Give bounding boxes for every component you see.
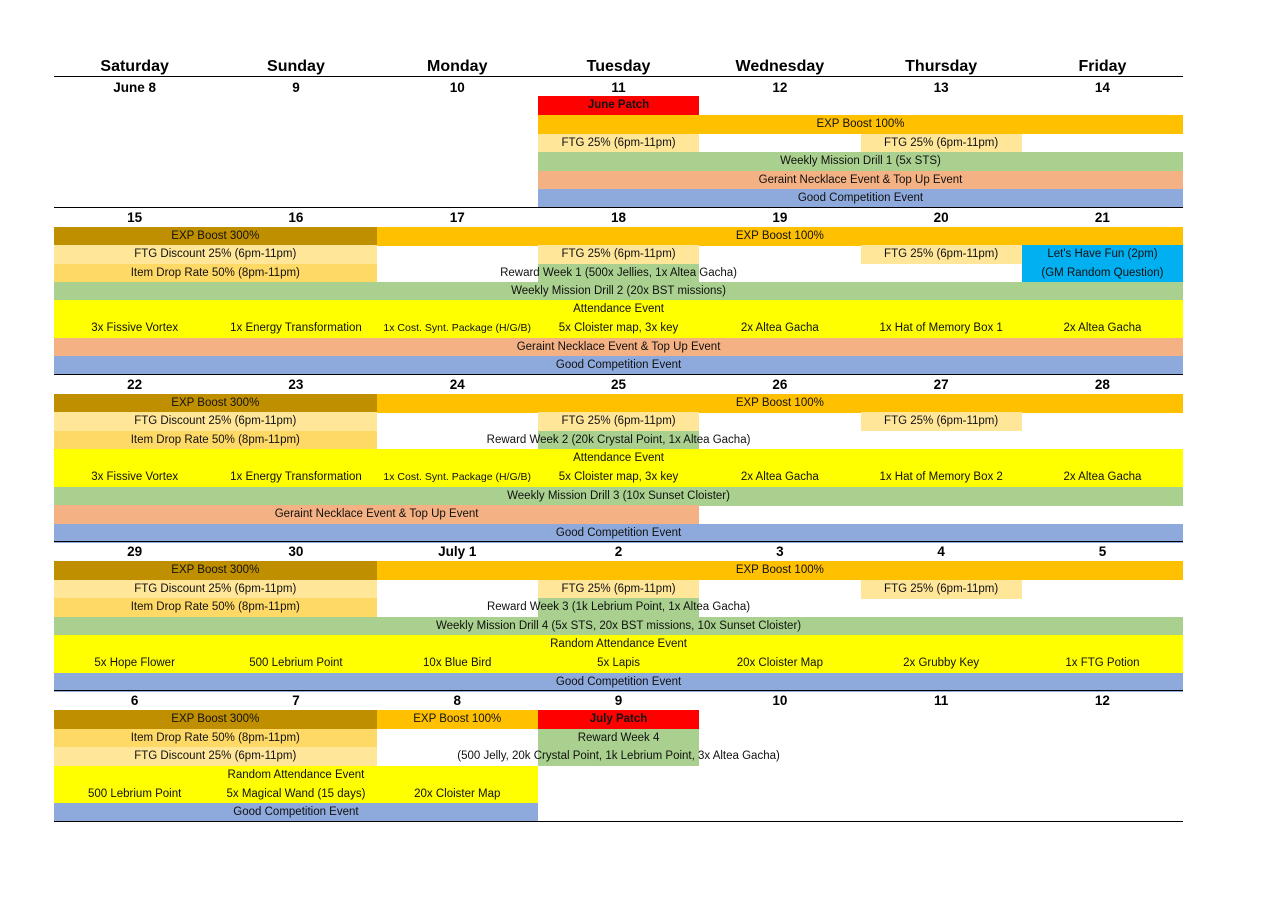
event-bar: Weekly Mission Drill 3 (10x Sunset Cloister): [54, 487, 1183, 506]
date-cell: 6: [130, 693, 139, 708]
event-bar: 500 Lebrium Point: [87, 788, 182, 800]
date-cell: 9: [614, 693, 623, 708]
event-bar: Good Competition Event: [54, 356, 1183, 375]
week-divider: [54, 207, 1183, 208]
patch-bar: July Patch: [538, 710, 699, 729]
event-text: Reward Week 2 (20k Crystal Point, 1x Altea Gacha): [486, 434, 751, 446]
event-bar: 5x Cloister map, 3x key: [558, 471, 679, 483]
date-cell: 18: [611, 210, 627, 225]
date-cell: 26: [772, 377, 788, 392]
event-bar: 5x Hope Flower: [94, 657, 175, 669]
event-bar: Let's Have Fun (2pm): [1022, 245, 1183, 264]
day-header-tuesday: Tuesday: [586, 58, 651, 75]
event-bar: Good Competition Event: [54, 803, 538, 822]
event-bar: 2x Altea Gacha: [740, 471, 819, 483]
event-bar: EXP Boost 100%: [377, 561, 1184, 580]
event-bar: FTG 25% (6pm-11pm): [861, 580, 1022, 599]
event-bar: 1x Hat of Memory Box 2: [879, 471, 1003, 483]
event-bar: Random Attendance Event: [227, 769, 365, 781]
event-bar: Item Drop Rate 50% (8pm-11pm): [54, 264, 377, 283]
event-bar: 2x Altea Gacha: [1063, 471, 1142, 483]
event-bar: 5x Lapis: [597, 657, 640, 669]
date-cell: 9: [292, 80, 300, 95]
day-header-saturday: Saturday: [100, 58, 169, 75]
event-bar: EXP Boost 300%: [54, 394, 377, 413]
event-bar: EXP Boost 100%: [538, 115, 1183, 134]
patch-bar: June Patch: [538, 96, 699, 115]
event-text: Reward Week 1 (500x Jellies, 1x Altea Gacha): [500, 267, 738, 279]
date-cell: 30: [288, 544, 304, 559]
event-bar: FTG 25% (6pm-11pm): [538, 580, 699, 599]
event-bar: EXP Boost 100%: [377, 710, 538, 729]
date-cell: 10: [449, 80, 465, 95]
event-bar: 5x Magical Wand (15 days): [226, 788, 366, 800]
date-cell: 7: [292, 693, 300, 708]
week-divider: [54, 690, 1183, 691]
date-cell: 27: [933, 377, 949, 392]
day-header-sunday: Sunday: [267, 58, 325, 75]
date-cell: 8: [453, 693, 461, 708]
week-divider: [54, 541, 1183, 542]
event-bar: Geraint Necklace Event & Top Up Event: [54, 505, 699, 524]
date-cell: 15: [127, 210, 143, 225]
event-bar: FTG 25% (6pm-11pm): [538, 412, 699, 431]
event-bar: 1x Energy Transformation: [230, 471, 362, 483]
event-bar: EXP Boost 300%: [54, 561, 377, 580]
date-cell: 22: [127, 377, 143, 392]
event-bar: Attendance Event: [573, 452, 664, 464]
event-bar: FTG 25% (6pm-11pm): [861, 412, 1022, 431]
event-bar: 20x Cloister Map: [736, 657, 823, 669]
event-bar: 2x Grubby Key: [903, 657, 980, 669]
event-bar: FTG Discount 25% (6pm-11pm): [54, 747, 377, 766]
event-bar: FTG Discount 25% (6pm-11pm): [54, 245, 377, 264]
event-bar: Geraint Necklace Event & Top Up Event: [538, 171, 1183, 190]
event-bar: 2x Altea Gacha: [1063, 322, 1142, 334]
event-bar: 20x Cloister Map: [414, 788, 501, 800]
event-bar: FTG 25% (6pm-11pm): [861, 245, 1022, 264]
day-header-thursday: Thursday: [905, 58, 978, 75]
event-bar: Item Drop Rate 50% (8pm-11pm): [54, 431, 377, 450]
event-bar: Weekly Mission Drill 2 (20x BST missions): [54, 282, 1183, 301]
event-bar: Weekly Mission Drill 1 (5x STS): [538, 152, 1183, 171]
event-bar: Random Attendance Event: [550, 638, 687, 650]
date-cell: July 1: [438, 544, 477, 559]
event-bar: FTG Discount 25% (6pm-11pm): [54, 412, 377, 431]
date-cell: 12: [772, 80, 788, 95]
event-bar: (GM Random Question): [1022, 264, 1183, 283]
date-cell: 11: [611, 80, 626, 95]
date-cell: 5: [1098, 544, 1107, 559]
event-bar: 2x Altea Gacha: [740, 322, 819, 334]
date-cell: 24: [449, 377, 465, 392]
date-cell: 2: [614, 544, 623, 559]
date-cell: 13: [933, 80, 949, 95]
date-cell: 14: [1094, 80, 1110, 95]
week-divider: [54, 76, 1183, 77]
date-cell: 20: [933, 210, 949, 225]
event-bar: 1x Energy Transformation: [230, 322, 362, 334]
event-bar: FTG 25% (6pm-11pm): [538, 134, 699, 153]
event-bar: Reward Week 4: [538, 729, 699, 748]
event-bar: Item Drop Rate 50% (8pm-11pm): [54, 729, 377, 748]
week-divider: [54, 374, 1183, 375]
date-cell: 19: [772, 210, 788, 225]
event-bar: EXP Boost 300%: [54, 710, 377, 729]
day-header-wednesday: Wednesday: [735, 58, 825, 75]
date-cell: 25: [611, 377, 627, 392]
event-bar: Good Competition Event: [54, 673, 1183, 692]
event-bar: 5x Cloister map, 3x key: [558, 322, 679, 334]
week-divider: [54, 821, 1183, 822]
date-cell: 10: [772, 693, 788, 708]
event-text: Reward Week 3 (1k Lebrium Point, 1x Altea Gacha): [486, 601, 751, 613]
date-cell: 16: [288, 210, 304, 225]
event-bar: 10x Blue Bird: [423, 657, 492, 669]
date-cell: 4: [937, 544, 945, 559]
date-cell: 29: [127, 544, 143, 559]
event-bar: 3x Fissive Vortex: [91, 471, 179, 483]
event-text: (500 Jelly, 20k Crystal Point, 1k Lebrium Point, 3x Altea Gacha): [457, 750, 780, 762]
day-header-friday: Friday: [1078, 58, 1127, 75]
event-bar: EXP Boost 100%: [377, 394, 1184, 413]
event-bar: FTG Discount 25% (6pm-11pm): [54, 580, 377, 599]
event-bar: Item Drop Rate 50% (8pm-11pm): [54, 598, 377, 617]
date-cell: 3: [776, 544, 784, 559]
date-cell: June 8: [113, 80, 157, 95]
date-cell: 28: [1094, 377, 1110, 392]
date-cell: 17: [449, 210, 465, 225]
event-bar: Weekly Mission Drill 4 (5x STS, 20x BST missions, 10x Sunset Cloister): [54, 617, 1183, 636]
event-bar: Geraint Necklace Event & Top Up Event: [54, 338, 1183, 357]
day-header-monday: Monday: [427, 58, 488, 75]
date-cell: 12: [1094, 693, 1110, 708]
event-bar: Good Competition Event: [538, 189, 1183, 208]
date-cell: 11: [934, 693, 949, 708]
event-bar: 1x FTG Potion: [1065, 657, 1140, 669]
event-bar: 1x Hat of Memory Box 1: [879, 322, 1003, 334]
event-bar: Attendance Event: [573, 303, 664, 315]
event-bar: FTG 25% (6pm-11pm): [861, 134, 1022, 153]
event-bar: 3x Fissive Vortex: [91, 322, 179, 334]
event-bar: EXP Boost 300%: [54, 227, 377, 246]
event-bar: FTG 25% (6pm-11pm): [538, 245, 699, 264]
event-bar: 500 Lebrium Point: [249, 657, 343, 669]
event-bar: 1x Cost. Synt. Package (H/G/B): [383, 322, 532, 334]
event-bar: EXP Boost 100%: [377, 227, 1184, 246]
date-cell: 21: [1094, 210, 1110, 225]
event-bar: Good Competition Event: [54, 524, 1183, 543]
date-cell: 23: [288, 377, 304, 392]
event-bar: 1x Cost. Synt. Package (H/G/B): [383, 471, 532, 483]
